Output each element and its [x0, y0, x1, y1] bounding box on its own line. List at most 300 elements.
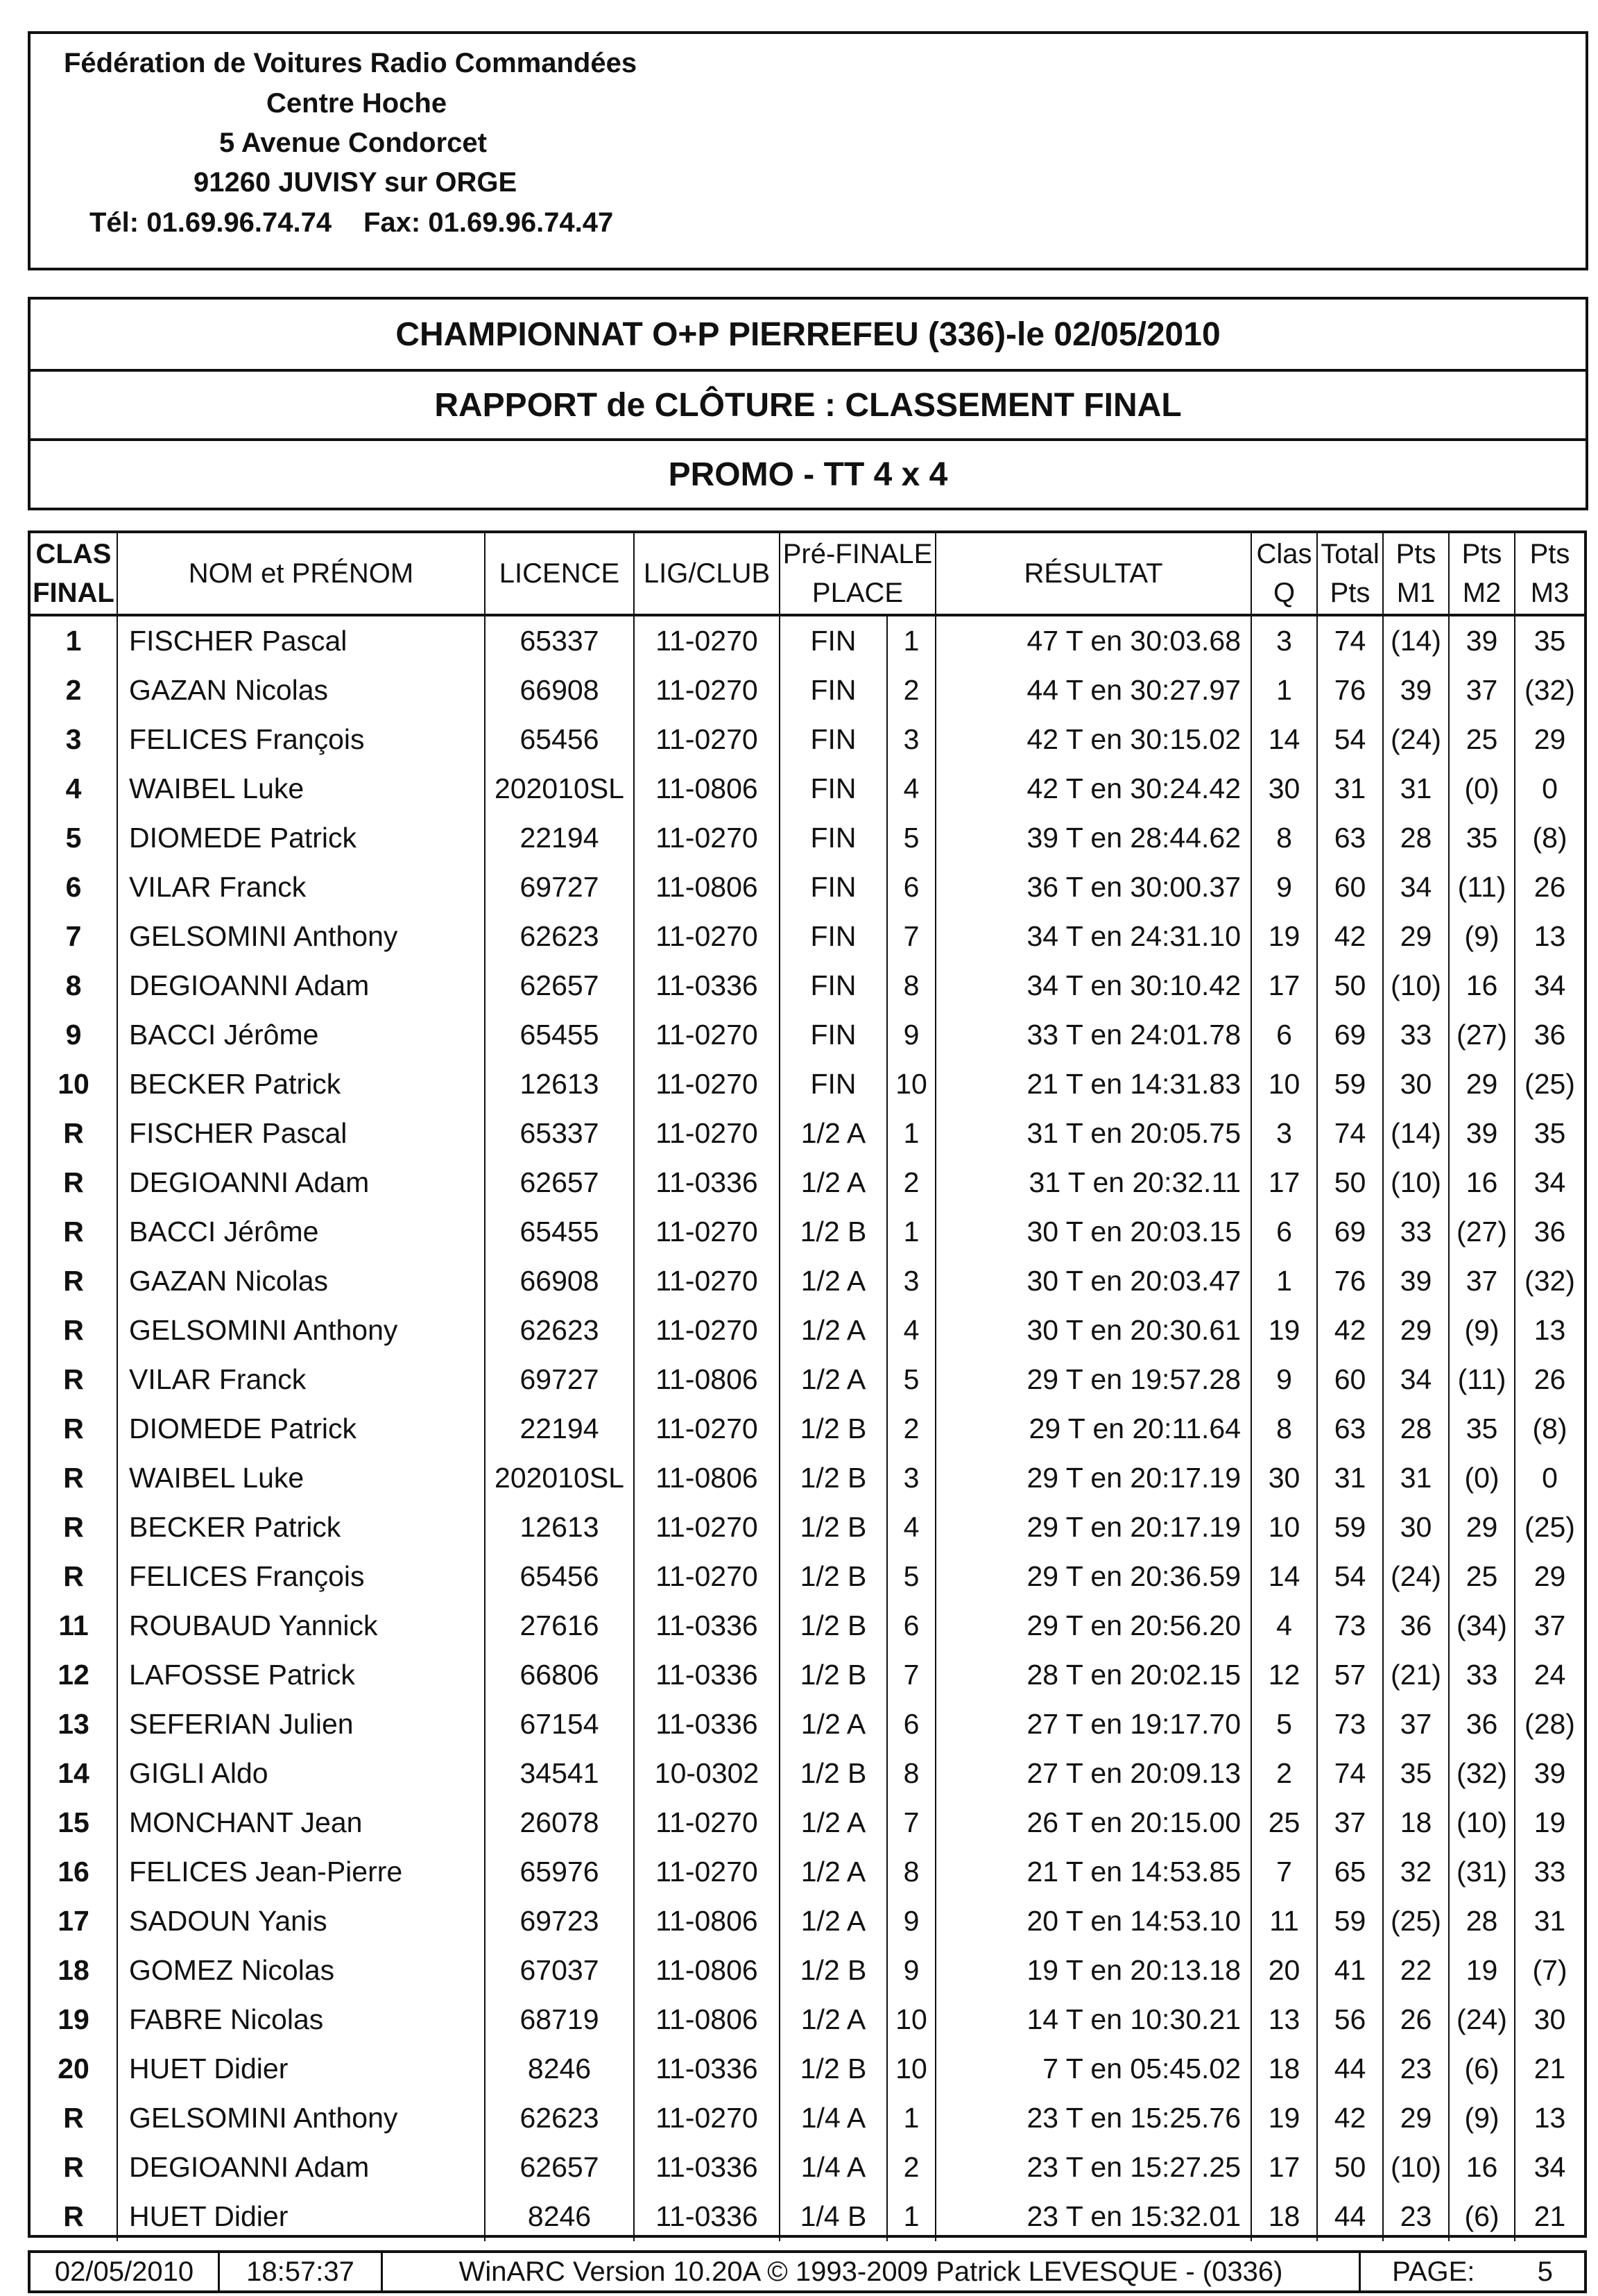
name-cell: GOMEZ Nicolas — [117, 1946, 485, 1995]
pts-m1-cell: (14) — [1383, 615, 1449, 666]
total-pts-cell: 57 — [1317, 1650, 1383, 1700]
club-cell: 11-0336 — [634, 2044, 780, 2094]
result-cell: 34 T en 30:10.42 — [936, 961, 1251, 1010]
place-cell: 6 — [887, 1601, 936, 1650]
club-cell: 11-0336 — [634, 961, 780, 1010]
table-row — [31, 1404, 1584, 1453]
pts-m1-cell: 39 — [1383, 666, 1449, 715]
clas-q-cell: 10 — [1251, 1503, 1317, 1552]
licence-cell: 202010SL — [485, 1453, 634, 1503]
rank-cell: 4 — [65, 772, 82, 804]
pts-m1-cell: (10) — [1383, 2143, 1449, 2192]
total-pts-cell: 63 — [1317, 813, 1383, 863]
name-cell: HUET Didier — [117, 2044, 485, 2094]
pts-m2-cell: 28 — [1449, 1897, 1515, 1946]
pts-m3-cell: 21 — [1515, 2192, 1584, 2241]
name-cell: SEFERIAN Julien — [117, 1700, 485, 1749]
licence-cell: 8246 — [485, 2192, 634, 2241]
table-row — [31, 1306, 1584, 1355]
licence-cell: 65456 — [485, 715, 634, 764]
clas-q-cell: 11 — [1251, 1897, 1317, 1946]
place-cell: 1 — [887, 2192, 936, 2241]
place-cell: 4 — [887, 764, 936, 813]
prefinale-cell: FIN — [780, 615, 887, 666]
prefinale-cell: 1/4 A — [780, 2143, 887, 2192]
licence-cell: 62657 — [485, 2143, 634, 2192]
rank-cell: 17 — [58, 1905, 89, 1937]
rank-cell: 6 — [65, 871, 82, 903]
place-cell: 2 — [887, 1158, 936, 1207]
table-row — [31, 863, 1584, 912]
table-row — [31, 2094, 1584, 2143]
pts-m2-cell: (9) — [1449, 2094, 1515, 2143]
club-cell: 11-0270 — [634, 1306, 780, 1355]
pts-m1-cell: 32 — [1383, 1847, 1449, 1897]
pts-m3-cell: 33 — [1515, 1847, 1584, 1897]
clas-q-cell: 19 — [1251, 912, 1317, 961]
rank-cell: R — [63, 1462, 84, 1494]
club-cell: 11-0270 — [634, 1798, 780, 1847]
result-cell: 23 T en 15:27.25 — [936, 2143, 1251, 2192]
result-cell: 31 T en 20:32.11 — [936, 1158, 1251, 1207]
name-cell: BECKER Patrick — [117, 1060, 485, 1109]
phone: Tél: 01.69.96.74.74 — [89, 207, 332, 238]
pts-m1-cell: 35 — [1383, 1749, 1449, 1798]
pts-m1-cell: 29 — [1383, 2094, 1449, 2143]
table-row — [31, 813, 1584, 863]
rank-cell: R — [63, 2102, 84, 2134]
pts-m2-cell: (6) — [1449, 2192, 1515, 2241]
place-cell: 6 — [887, 1700, 936, 1749]
licence-cell: 26078 — [485, 1798, 634, 1847]
pts-m3-cell: 31 — [1515, 1897, 1584, 1946]
table-row — [31, 1749, 1584, 1798]
clas-q-cell: 14 — [1251, 715, 1317, 764]
rank-cell: R — [63, 2200, 84, 2232]
pts-m3-cell: 29 — [1515, 1552, 1584, 1601]
rank-cell: 1 — [65, 625, 82, 657]
name-cell: HUET Didier — [117, 2192, 485, 2241]
club-cell: 11-0270 — [634, 813, 780, 863]
rank-cell: R — [63, 2151, 84, 2183]
center-name: Centre Hoche — [266, 88, 447, 119]
licence-cell: 62623 — [485, 912, 634, 961]
total-pts-cell: 50 — [1317, 961, 1383, 1010]
city: 91260 JUVISY sur ORGE — [194, 167, 517, 198]
result-cell: 31 T en 20:05.75 — [936, 1109, 1251, 1158]
place-cell: 9 — [887, 1010, 936, 1060]
licence-cell: 22194 — [485, 813, 634, 863]
results-table-container — [28, 530, 1587, 2238]
street-address: 5 Avenue Condorcet — [219, 128, 487, 158]
prefinale-cell: FIN — [780, 961, 887, 1010]
pts-m2-cell: (27) — [1449, 1207, 1515, 1257]
prefinale-cell: 1/2 A — [780, 1109, 887, 1158]
total-pts-cell: 42 — [1317, 2094, 1383, 2143]
fax: Fax: 01.69.96.74.47 — [363, 207, 614, 238]
clas-q-cell: 4 — [1251, 1601, 1317, 1650]
total-pts-cell: 74 — [1317, 615, 1383, 666]
pts-m3-cell: (32) — [1515, 1257, 1584, 1306]
result-cell: 29 T en 20:17.19 — [936, 1503, 1251, 1552]
pts-m1-cell: 23 — [1383, 2192, 1449, 2241]
clas-q-cell: 8 — [1251, 1404, 1317, 1453]
pts-m2-cell: 16 — [1449, 961, 1515, 1010]
table-row — [31, 2044, 1584, 2094]
pts-m2-cell: (34) — [1449, 1601, 1515, 1650]
licence-cell: 65337 — [485, 615, 634, 666]
club-cell: 11-0270 — [634, 1109, 780, 1158]
place-cell: 2 — [887, 1404, 936, 1453]
place-cell: 7 — [887, 1798, 936, 1847]
pts-m3-cell: 26 — [1515, 863, 1584, 912]
total-pts-cell: 31 — [1317, 764, 1383, 813]
rank-cell: R — [63, 1363, 84, 1395]
clas-q-cell: 13 — [1251, 1995, 1317, 2044]
prefinale-cell: 1/2 A — [780, 1158, 887, 1207]
club-cell: 11-0270 — [634, 1207, 780, 1257]
pts-m2-cell: 33 — [1449, 1650, 1515, 1700]
clas-q-cell: 18 — [1251, 2044, 1317, 2094]
total-pts-cell: 59 — [1317, 1060, 1383, 1109]
col-lig-club: LIG/CLUB — [634, 533, 780, 615]
clas-q-cell: 25 — [1251, 1798, 1317, 1847]
prefinale-cell: 1/2 B — [780, 1946, 887, 1995]
club-cell: 11-0336 — [634, 2192, 780, 2241]
name-cell: VILAR Franck — [117, 1355, 485, 1404]
rank-cell: R — [63, 1117, 84, 1149]
results-table — [31, 533, 1584, 2241]
clas-q-cell: 3 — [1251, 1109, 1317, 1158]
result-cell: 36 T en 30:00.37 — [936, 863, 1251, 912]
name-cell: GELSOMINI Anthony — [117, 912, 485, 961]
rank-cell: R — [63, 1413, 84, 1444]
name-cell: DIOMEDE Patrick — [117, 1404, 485, 1453]
pts-m1-cell: 34 — [1383, 1355, 1449, 1404]
name-cell: GELSOMINI Anthony — [117, 2094, 485, 2143]
pts-m1-cell: 28 — [1383, 1404, 1449, 1453]
table-row — [31, 1109, 1584, 1158]
result-cell: 19 T en 20:13.18 — [936, 1946, 1251, 1995]
pts-m3-cell: 35 — [1515, 1109, 1584, 1158]
total-pts-cell: 31 — [1317, 1453, 1383, 1503]
pts-m1-cell: 30 — [1383, 1060, 1449, 1109]
place-cell: 1 — [887, 2094, 936, 2143]
result-cell: 30 T en 20:03.47 — [936, 1257, 1251, 1306]
result-cell: 42 T en 30:24.42 — [936, 764, 1251, 813]
pts-m2-cell: (6) — [1449, 2044, 1515, 2094]
federation-address-block — [28, 31, 1588, 270]
pts-m1-cell: 28 — [1383, 813, 1449, 863]
name-cell: DIOMEDE Patrick — [117, 813, 485, 863]
licence-cell: 8246 — [485, 2044, 634, 2094]
result-cell: 29 T en 20:17.19 — [936, 1453, 1251, 1503]
rank-cell: 13 — [58, 1708, 89, 1740]
name-cell: FELICES François — [117, 715, 485, 764]
pts-m3-cell: (25) — [1515, 1503, 1584, 1552]
pts-m3-cell: (7) — [1515, 1946, 1584, 1995]
report-title-block — [28, 297, 1588, 510]
result-cell: 29 T en 20:36.59 — [936, 1552, 1251, 1601]
result-cell: 44 T en 30:27.97 — [936, 666, 1251, 715]
total-pts-cell: 63 — [1317, 1404, 1383, 1453]
pts-m2-cell: (27) — [1449, 1010, 1515, 1060]
clas-q-cell: 17 — [1251, 2143, 1317, 2192]
name-cell: FISCHER Pascal — [117, 615, 485, 666]
licence-cell: 65456 — [485, 1552, 634, 1601]
licence-cell: 67154 — [485, 1700, 634, 1749]
pts-m3-cell: 21 — [1515, 2044, 1584, 2094]
pts-m2-cell: 16 — [1449, 1158, 1515, 1207]
pts-m3-cell: 30 — [1515, 1995, 1584, 2044]
clas-q-cell: 9 — [1251, 863, 1317, 912]
club-cell: 11-0270 — [634, 1847, 780, 1897]
name-cell: GELSOMINI Anthony — [117, 1306, 485, 1355]
club-cell: 11-0806 — [634, 863, 780, 912]
col-pts-m3: Pts M3 — [1515, 533, 1584, 615]
place-cell: 9 — [887, 1946, 936, 1995]
pts-m1-cell: (21) — [1383, 1650, 1449, 1700]
pts-m2-cell: 29 — [1449, 1060, 1515, 1109]
club-cell: 11-0270 — [634, 1257, 780, 1306]
place-cell: 6 — [887, 863, 936, 912]
table-row — [31, 1060, 1584, 1109]
clas-q-cell: 1 — [1251, 666, 1317, 715]
footer-software: WinARC Version 10.20A © 1993-2009 Patrick LEVESQUE - (0336) — [381, 2253, 1359, 2290]
pts-m1-cell: 33 — [1383, 1010, 1449, 1060]
total-pts-cell: 50 — [1317, 2143, 1383, 2192]
pts-m1-cell: (25) — [1383, 1897, 1449, 1946]
pts-m3-cell: 34 — [1515, 1158, 1584, 1207]
page-label: PAGE: — [1392, 2256, 1475, 2287]
name-cell: FELICES François — [117, 1552, 485, 1601]
clas-q-cell: 1 — [1251, 1257, 1317, 1306]
prefinale-cell: FIN — [780, 813, 887, 863]
rank-cell: 9 — [65, 1019, 82, 1051]
pts-m2-cell: (11) — [1449, 863, 1515, 912]
pts-m1-cell: 36 — [1383, 1601, 1449, 1650]
licence-cell: 69723 — [485, 1897, 634, 1946]
total-pts-cell: 56 — [1317, 1995, 1383, 2044]
name-cell: FISCHER Pascal — [117, 1109, 485, 1158]
report-footer — [28, 2250, 1587, 2293]
pts-m2-cell: 25 — [1449, 1552, 1515, 1601]
club-cell: 11-0270 — [634, 1060, 780, 1109]
club-cell: 11-0270 — [634, 715, 780, 764]
rank-cell: 19 — [58, 2003, 89, 2035]
result-cell: 29 T en 20:56.20 — [936, 1601, 1251, 1650]
total-pts-cell: 42 — [1317, 1306, 1383, 1355]
result-cell: 23 T en 15:25.76 — [936, 2094, 1251, 2143]
col-prefinale-place: Pré-FINALE PLACE — [780, 533, 936, 615]
prefinale-cell: 1/2 A — [780, 1355, 887, 1404]
result-cell: 34 T en 24:31.10 — [936, 912, 1251, 961]
table-row — [31, 912, 1584, 961]
licence-cell: 62623 — [485, 1306, 634, 1355]
pts-m3-cell: 24 — [1515, 1650, 1584, 1700]
pts-m3-cell: 0 — [1515, 1453, 1584, 1503]
prefinale-cell: 1/2 A — [780, 1257, 887, 1306]
club-cell: 11-0806 — [634, 1355, 780, 1404]
total-pts-cell: 41 — [1317, 1946, 1383, 1995]
club-cell: 11-0336 — [634, 1650, 780, 1700]
pts-m1-cell: (24) — [1383, 715, 1449, 764]
licence-cell: 34541 — [485, 1749, 634, 1798]
clas-q-cell: 18 — [1251, 2192, 1317, 2241]
prefinale-cell: FIN — [780, 764, 887, 813]
licence-cell: 12613 — [485, 1060, 634, 1109]
clas-q-cell: 19 — [1251, 2094, 1317, 2143]
table-row — [31, 1700, 1584, 1749]
name-cell: FABRE Nicolas — [117, 1995, 485, 2044]
pts-m3-cell: 34 — [1515, 961, 1584, 1010]
total-pts-cell: 69 — [1317, 1207, 1383, 1257]
place-cell: 8 — [887, 1749, 936, 1798]
licence-cell: 62623 — [485, 2094, 634, 2143]
prefinale-cell: FIN — [780, 1010, 887, 1060]
club-cell: 11-0806 — [634, 1897, 780, 1946]
pts-m3-cell: 13 — [1515, 2094, 1584, 2143]
club-cell: 11-0270 — [634, 912, 780, 961]
clas-q-cell: 5 — [1251, 1700, 1317, 1749]
pts-m2-cell: (9) — [1449, 912, 1515, 961]
clas-q-cell: 20 — [1251, 1946, 1317, 1995]
clas-q-cell: 10 — [1251, 1060, 1317, 1109]
clas-q-cell: 19 — [1251, 1306, 1317, 1355]
table-row — [31, 1257, 1584, 1306]
clas-q-cell: 14 — [1251, 1552, 1317, 1601]
result-cell: 23 T en 15:32.01 — [936, 2192, 1251, 2241]
prefinale-cell: 1/2 B — [780, 1503, 887, 1552]
total-pts-cell: 73 — [1317, 1601, 1383, 1650]
place-cell: 4 — [887, 1306, 936, 1355]
total-pts-cell: 60 — [1317, 863, 1383, 912]
prefinale-cell: 1/2 A — [780, 1798, 887, 1847]
prefinale-cell: 1/2 B — [780, 2044, 887, 2094]
name-cell: DEGIOANNI Adam — [117, 961, 485, 1010]
table-row — [31, 1601, 1584, 1650]
club-cell: 11-0806 — [634, 1453, 780, 1503]
pts-m2-cell: 25 — [1449, 715, 1515, 764]
licence-cell: 69727 — [485, 1355, 634, 1404]
pts-m3-cell: 13 — [1515, 912, 1584, 961]
table-row — [31, 1355, 1584, 1404]
result-cell: 27 T en 20:09.13 — [936, 1749, 1251, 1798]
rank-cell: R — [63, 1314, 84, 1346]
clas-q-cell: 8 — [1251, 813, 1317, 863]
total-pts-cell: 44 — [1317, 2192, 1383, 2241]
total-pts-cell: 65 — [1317, 1847, 1383, 1897]
place-cell: 5 — [887, 1355, 936, 1404]
place-cell: 1 — [887, 1207, 936, 1257]
prefinale-cell: 1/4 B — [780, 2192, 887, 2241]
total-pts-cell: 76 — [1317, 1257, 1383, 1306]
result-cell: 7 T en 05:45.02 — [936, 2044, 1251, 2094]
table-row — [31, 1207, 1584, 1257]
total-pts-cell: 44 — [1317, 2044, 1383, 2094]
rank-cell: R — [63, 1560, 84, 1592]
rank-cell: 14 — [58, 1757, 89, 1789]
pts-m2-cell: (0) — [1449, 1453, 1515, 1503]
footer-time: 18:57:37 — [218, 2253, 381, 2290]
name-cell: GAZAN Nicolas — [117, 666, 485, 715]
licence-cell: 65455 — [485, 1010, 634, 1060]
result-cell: 26 T en 20:15.00 — [936, 1798, 1251, 1847]
pts-m3-cell: 36 — [1515, 1207, 1584, 1257]
table-row — [31, 2143, 1584, 2192]
total-pts-cell: 74 — [1317, 1749, 1383, 1798]
result-cell: 21 T en 14:53.85 — [936, 1847, 1251, 1897]
clas-q-cell: 6 — [1251, 1207, 1317, 1257]
rank-cell: 8 — [65, 969, 82, 1001]
name-cell: BECKER Patrick — [117, 1503, 485, 1552]
col-nom-prenom: NOM et PRÉNOM — [117, 533, 485, 615]
total-pts-cell: 54 — [1317, 715, 1383, 764]
total-pts-cell: 76 — [1317, 666, 1383, 715]
pts-m2-cell: 37 — [1449, 666, 1515, 715]
licence-cell: 65455 — [485, 1207, 634, 1257]
pts-m1-cell: 29 — [1383, 912, 1449, 961]
pts-m2-cell: 35 — [1449, 1404, 1515, 1453]
name-cell: BACCI Jérôme — [117, 1010, 485, 1060]
licence-cell: 65337 — [485, 1109, 634, 1158]
category-title: PROMO - TT 4 x 4 — [31, 438, 1586, 508]
result-cell: 29 T en 19:57.28 — [936, 1355, 1251, 1404]
pts-m3-cell: 34 — [1515, 2143, 1584, 2192]
table-row — [31, 961, 1584, 1010]
col-clas-final: CLAS FINAL — [31, 533, 117, 615]
prefinale-cell: 1/2 B — [780, 1749, 887, 1798]
licence-cell: 69727 — [485, 863, 634, 912]
pts-m2-cell: 39 — [1449, 615, 1515, 666]
club-cell: 11-0270 — [634, 1503, 780, 1552]
table-row — [31, 2192, 1584, 2241]
pts-m2-cell: (24) — [1449, 1995, 1515, 2044]
total-pts-cell: 42 — [1317, 912, 1383, 961]
table-row — [31, 1847, 1584, 1897]
rank-cell: 11 — [58, 1609, 89, 1641]
club-cell: 11-0336 — [634, 1700, 780, 1749]
place-cell: 10 — [887, 2044, 936, 2094]
pts-m3-cell: 29 — [1515, 715, 1584, 764]
clas-q-cell: 30 — [1251, 764, 1317, 813]
total-pts-cell: 59 — [1317, 1897, 1383, 1946]
club-cell: 11-0270 — [634, 1404, 780, 1453]
place-cell: 10 — [887, 1995, 936, 2044]
licence-cell: 62657 — [485, 961, 634, 1010]
prefinale-cell: 1/2 B — [780, 1601, 887, 1650]
table-row — [31, 1453, 1584, 1503]
page-number: 5 — [1537, 2256, 1553, 2287]
rank-cell: 20 — [58, 2053, 89, 2084]
pts-m1-cell: (10) — [1383, 961, 1449, 1010]
pts-m1-cell: 30 — [1383, 1503, 1449, 1552]
place-cell: 5 — [887, 813, 936, 863]
licence-cell: 62657 — [485, 1158, 634, 1207]
name-cell: DEGIOANNI Adam — [117, 2143, 485, 2192]
club-cell: 11-0270 — [634, 1552, 780, 1601]
club-cell: 10-0302 — [634, 1749, 780, 1798]
org-name: Fédération de Voitures Radio Commandées — [64, 48, 637, 78]
place-cell: 3 — [887, 1257, 936, 1306]
club-cell: 11-0806 — [634, 764, 780, 813]
place-cell: 8 — [887, 1847, 936, 1897]
table-row — [31, 1946, 1584, 1995]
name-cell: GIGLI Aldo — [117, 1749, 485, 1798]
table-row — [31, 1503, 1584, 1552]
pts-m1-cell: 23 — [1383, 2044, 1449, 2094]
col-resultat: RÉSULTAT — [936, 533, 1251, 615]
